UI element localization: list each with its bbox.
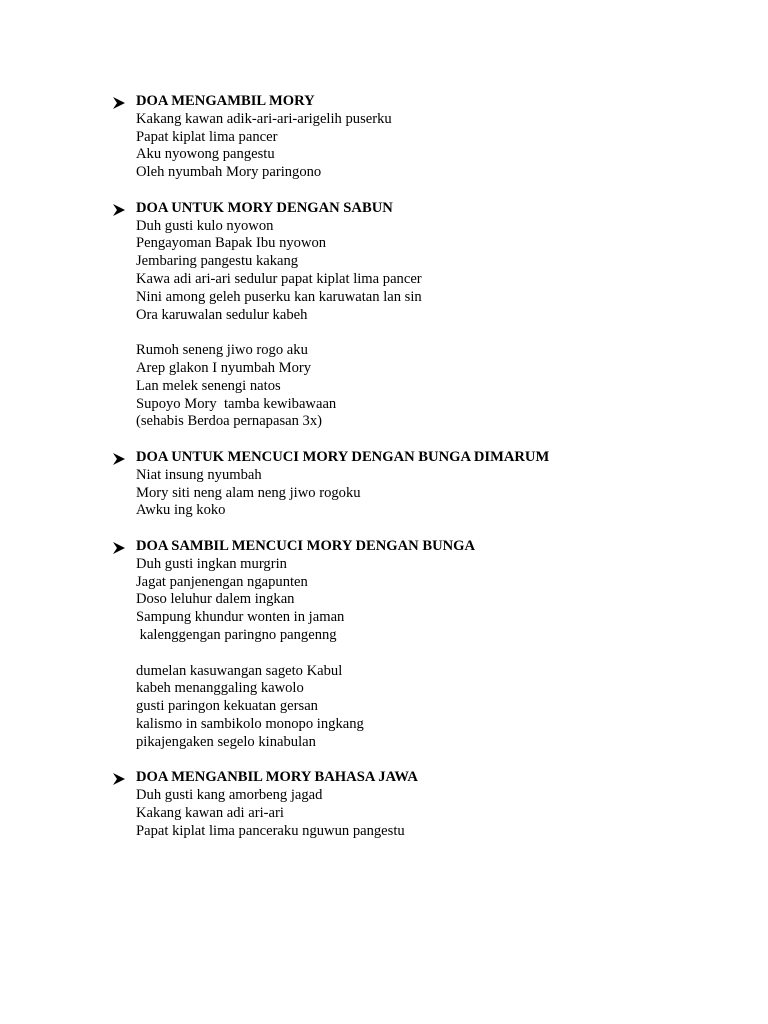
prayer-line: Niat insung nyumbah (136, 466, 262, 483)
prayer-line: Duh gusti kulo nyowon (136, 217, 274, 234)
prayer-line: Ora karuwalan sedulur kabeh (136, 306, 308, 323)
prayer-line: Pengayoman Bapak Ibu nyowon (136, 235, 327, 252)
prayer-section (0, 93, 768, 182)
prayer-line: Rumoh seneng jiwo rogo aku (136, 342, 308, 359)
prayer-line: Kakang kawan adik-ari-ari-arigelih puserku (136, 110, 392, 127)
prayer-line: Kawa adi ari-ari sedulur papat kiplat lima pancer (136, 270, 422, 287)
prayer-line: Awku ing koko (136, 502, 226, 519)
prayer-stanza (136, 342, 768, 431)
arrowhead-bullet-icon (112, 452, 126, 466)
prayer-stanza (136, 111, 768, 182)
prayer-stanza (136, 556, 768, 645)
prayer-line: Jagat panjenengan ngapunten (136, 573, 308, 590)
prayer-section (0, 200, 768, 431)
prayer-line: kalenggengan paringno pangenng (136, 626, 337, 643)
prayer-heading: DOA SAMBIL MENCUCI MORY DENGAN BUNGA (136, 537, 476, 554)
prayer-heading: DOA MENGANBIL MORY BAHASA JAWA (136, 769, 418, 786)
prayer-line: Sampung khundur wonten in jaman (136, 609, 345, 626)
prayer-section (0, 449, 768, 520)
prayer-stanza (136, 218, 768, 325)
prayer-line: gusti paringon kekuatan gersan (136, 698, 318, 715)
prayer-line: Papat kiplat lima panceraku nguwun pangestu (136, 822, 405, 839)
prayer-line: kabeh menanggaling kawolo (136, 680, 304, 697)
prayer-line: Jembaring pangestu kakang (136, 253, 299, 270)
prayer-line: Lan melek senengi natos (136, 377, 281, 394)
prayer-line: dumelan kasuwangan sageto Kabul (136, 662, 343, 679)
arrowhead-bullet-icon (112, 541, 126, 555)
prayer-line: kalismo in sambikolo monopo ingkang (136, 715, 364, 732)
prayer-line: Aku nyowong pangestu (136, 146, 275, 163)
prayer-line: Kakang kawan adi ari-ari (136, 804, 284, 821)
prayer-line: Mory siti neng alam neng jiwo rogoku (136, 484, 361, 501)
prayer-section (0, 538, 768, 752)
prayer-line: Papat kiplat lima pancer (136, 128, 278, 145)
prayer-line: (sehabis Berdoa pernapasan 3x) (136, 413, 322, 430)
prayer-line: Supoyo Mory tamba kewibawaan (136, 395, 337, 412)
prayer-stanza (136, 663, 768, 752)
arrowhead-bullet-icon (112, 772, 126, 786)
arrowhead-bullet-icon (112, 203, 126, 217)
arrowhead-bullet-icon (112, 96, 126, 110)
prayer-line: pikajengaken segelo kinabulan (136, 733, 316, 750)
prayer-line: Arep glakon I nyumbah Mory (136, 359, 312, 376)
prayer-line: Oleh nyumbah Mory paringono (136, 164, 322, 181)
prayer-line: Nini among geleh puserku kan karuwatan lan sin (136, 288, 422, 305)
prayer-stanza (136, 467, 768, 520)
prayer-heading: DOA UNTUK MORY DENGAN SABUN (136, 199, 393, 216)
prayer-line: Doso leluhur dalem ingkan (136, 591, 295, 608)
prayer-stanza (136, 787, 768, 840)
prayer-line: Duh gusti kang amorbeng jagad (136, 787, 323, 804)
document-page (0, 93, 768, 858)
prayer-section (0, 769, 768, 840)
prayer-line: Duh gusti ingkan murgrin (136, 555, 287, 572)
prayer-heading: DOA MENGAMBIL MORY (136, 93, 315, 109)
prayer-heading: DOA UNTUK MENCUCI MORY DENGAN BUNGA DIMARUM (136, 448, 550, 465)
